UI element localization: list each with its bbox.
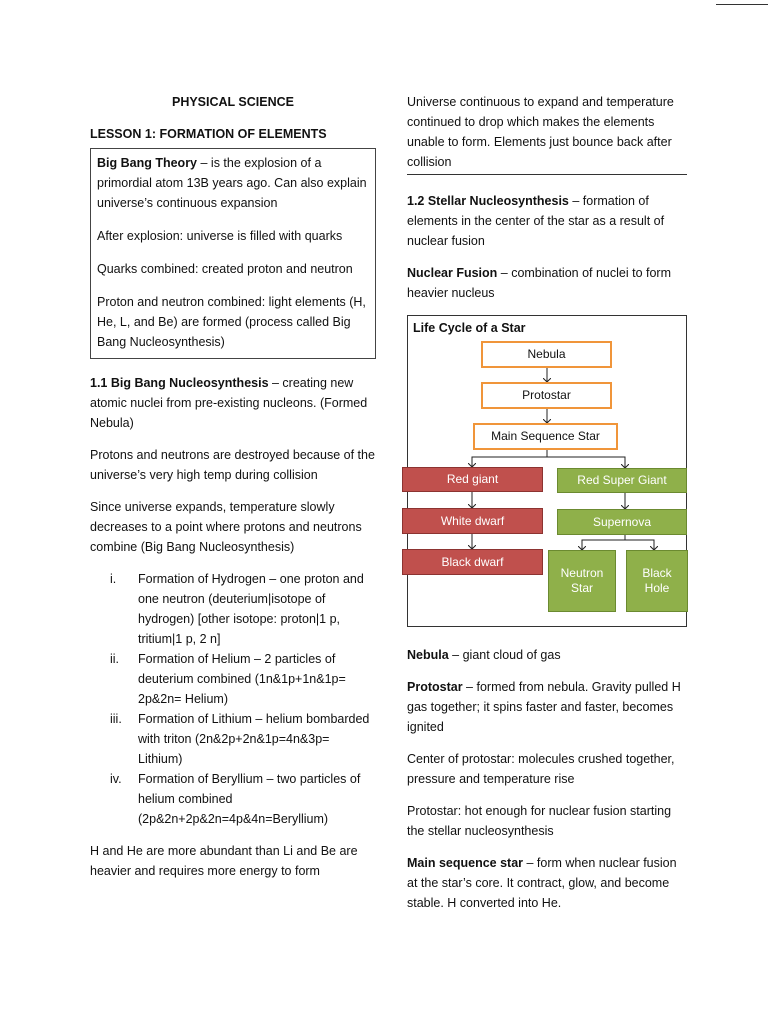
list-text: Formation of Beryllium – two particles of helium combined (2p&2n+2p&2n=4p&4n=Beryllium) xyxy=(138,772,361,826)
list-item xyxy=(90,569,376,649)
list-text: Formation of Helium – 2 particles of deuterium combined (1n&1p+1n&1p= 2p&2n= Helium) xyxy=(138,652,346,706)
nucleosynthesis-term: 1.1 Big Bang Nucleosynthesis xyxy=(90,376,269,390)
stellar-nucleosynthesis-term: 1.2 Stellar Nucleosynthesis xyxy=(407,194,569,208)
nebula-text: – giant cloud of gas xyxy=(448,648,561,662)
main-sequence-definition xyxy=(407,853,687,913)
nuclear-fusion-term: Nuclear Fusion xyxy=(407,266,498,280)
protons-destroyed-text: Protons and neutrons are destroyed because of the universe’s very high temp during collision xyxy=(90,448,375,482)
protostar-text: – formed from nebula. Gravity pulled H gas together; it spins faster and faster, becomes ignited xyxy=(407,680,681,734)
list-number: iii. xyxy=(110,712,122,726)
right-column xyxy=(407,92,687,925)
left-column xyxy=(90,92,376,893)
protostar-definition xyxy=(407,677,687,737)
list-number: iv. xyxy=(110,772,122,786)
protostar-term: Protostar xyxy=(407,680,463,694)
nucleosynthesis-definition xyxy=(90,373,376,433)
list-number: ii. xyxy=(110,652,120,666)
formation-list xyxy=(90,569,376,829)
node-red-super-giant: Red Super Giant xyxy=(557,468,687,493)
list-item xyxy=(90,709,376,769)
lesson-heading: LESSON 1: FORMATION OF ELEMENTS xyxy=(90,127,327,141)
nuclear-fusion-definition xyxy=(407,263,687,303)
nebula-term: Nebula xyxy=(407,648,449,662)
node-main-sequence-star: Main Sequence Star xyxy=(473,423,618,450)
main-sequence-text: – form when nuclear fusion at the star’s core. It contract, glow, and become stable. H converted into He. xyxy=(407,856,677,910)
list-text: Formation of Hydrogen – one proton and one neutron (deuterium|isotope of hydrogen) [other isotope: proton|1 p, tritium|1 p, 2 n] xyxy=(138,572,364,646)
node-protostar: Protostar xyxy=(481,382,612,409)
list-item xyxy=(90,649,376,709)
node-black-hole: Black Hole xyxy=(626,550,688,612)
stellar-nucleosynthesis-definition xyxy=(407,191,687,251)
nuclear-fusion-text: – combination of nuclei to form heavier nucleus xyxy=(407,266,671,300)
protostar-hot-text: Protostar: hot enough for nuclear fusion starting the stellar nucleosynthesis xyxy=(407,804,672,838)
quarks-text: Quarks combined: created proton and neutron xyxy=(97,262,353,276)
light-elements-text: Proton and neutron combined: light elements (H, He, L, and Be) are formed (process called Big Bang Nucleosynthesis) xyxy=(97,295,366,349)
center-protostar-text: Center of protostar: molecules crushed together, pressure and temperature rise xyxy=(407,752,675,786)
list-item xyxy=(90,769,376,829)
node-neutron-star: Neutron Star xyxy=(548,550,616,612)
star-life-cycle-diagram xyxy=(407,315,687,627)
universe-expands-text: Since universe expands, temperature slowly decreases to a point where protons and neutrons combine (Big Bang Nucleosynthesis) xyxy=(90,500,362,554)
arrow-main-redsuper xyxy=(547,457,625,468)
arrow-supernova-neutron xyxy=(582,535,625,550)
arrow-main-redgiant xyxy=(472,450,547,467)
big-bang-term: Big Bang Theory xyxy=(97,156,198,170)
universe-continues-text: Universe continuous to expand and temperature continued to drop which makes the elements unable to form. Elements just bounce back after collision xyxy=(407,92,687,175)
big-bang-box xyxy=(90,148,376,359)
list-text: Formation of Lithium – helium bombarded with triton (2n&2p+2n&1p=4n&3p= Lithium) xyxy=(138,712,370,766)
node-black-dwarf: Black dwarf xyxy=(402,549,543,575)
diagram-title: Life Cycle of a Star xyxy=(413,321,526,335)
arrow-supernova-blackhole xyxy=(625,540,654,550)
node-white-dwarf: White dwarf xyxy=(402,508,543,534)
stellar-nucleosynthesis-text: – formation of elements in the center of the star as a result of nuclear fusion xyxy=(407,194,665,248)
nucleosynthesis-text: – creating new atomic nuclei from pre-existing nucleons. (Formed Nebula) xyxy=(90,376,368,430)
top-corner-line xyxy=(716,4,768,5)
abundance-text: H and He are more abundant than Li and Be are heavier and requires more energy to form xyxy=(90,844,358,878)
big-bang-definition xyxy=(97,153,369,213)
list-number: i. xyxy=(110,572,117,586)
main-sequence-term: Main sequence star xyxy=(407,856,524,870)
after-explosion-text: After explosion: universe is filled with quarks xyxy=(97,229,343,243)
node-nebula: Nebula xyxy=(481,341,612,368)
node-red-giant: Red giant xyxy=(402,467,543,492)
page-title: PHYSICAL SCIENCE xyxy=(171,95,294,109)
big-bang-text: – is the explosion of a primordial atom 13B years ago. Can also explain universe’s continuous expansion xyxy=(97,156,367,210)
node-supernova: Supernova xyxy=(557,509,687,535)
nebula-definition xyxy=(407,645,687,665)
